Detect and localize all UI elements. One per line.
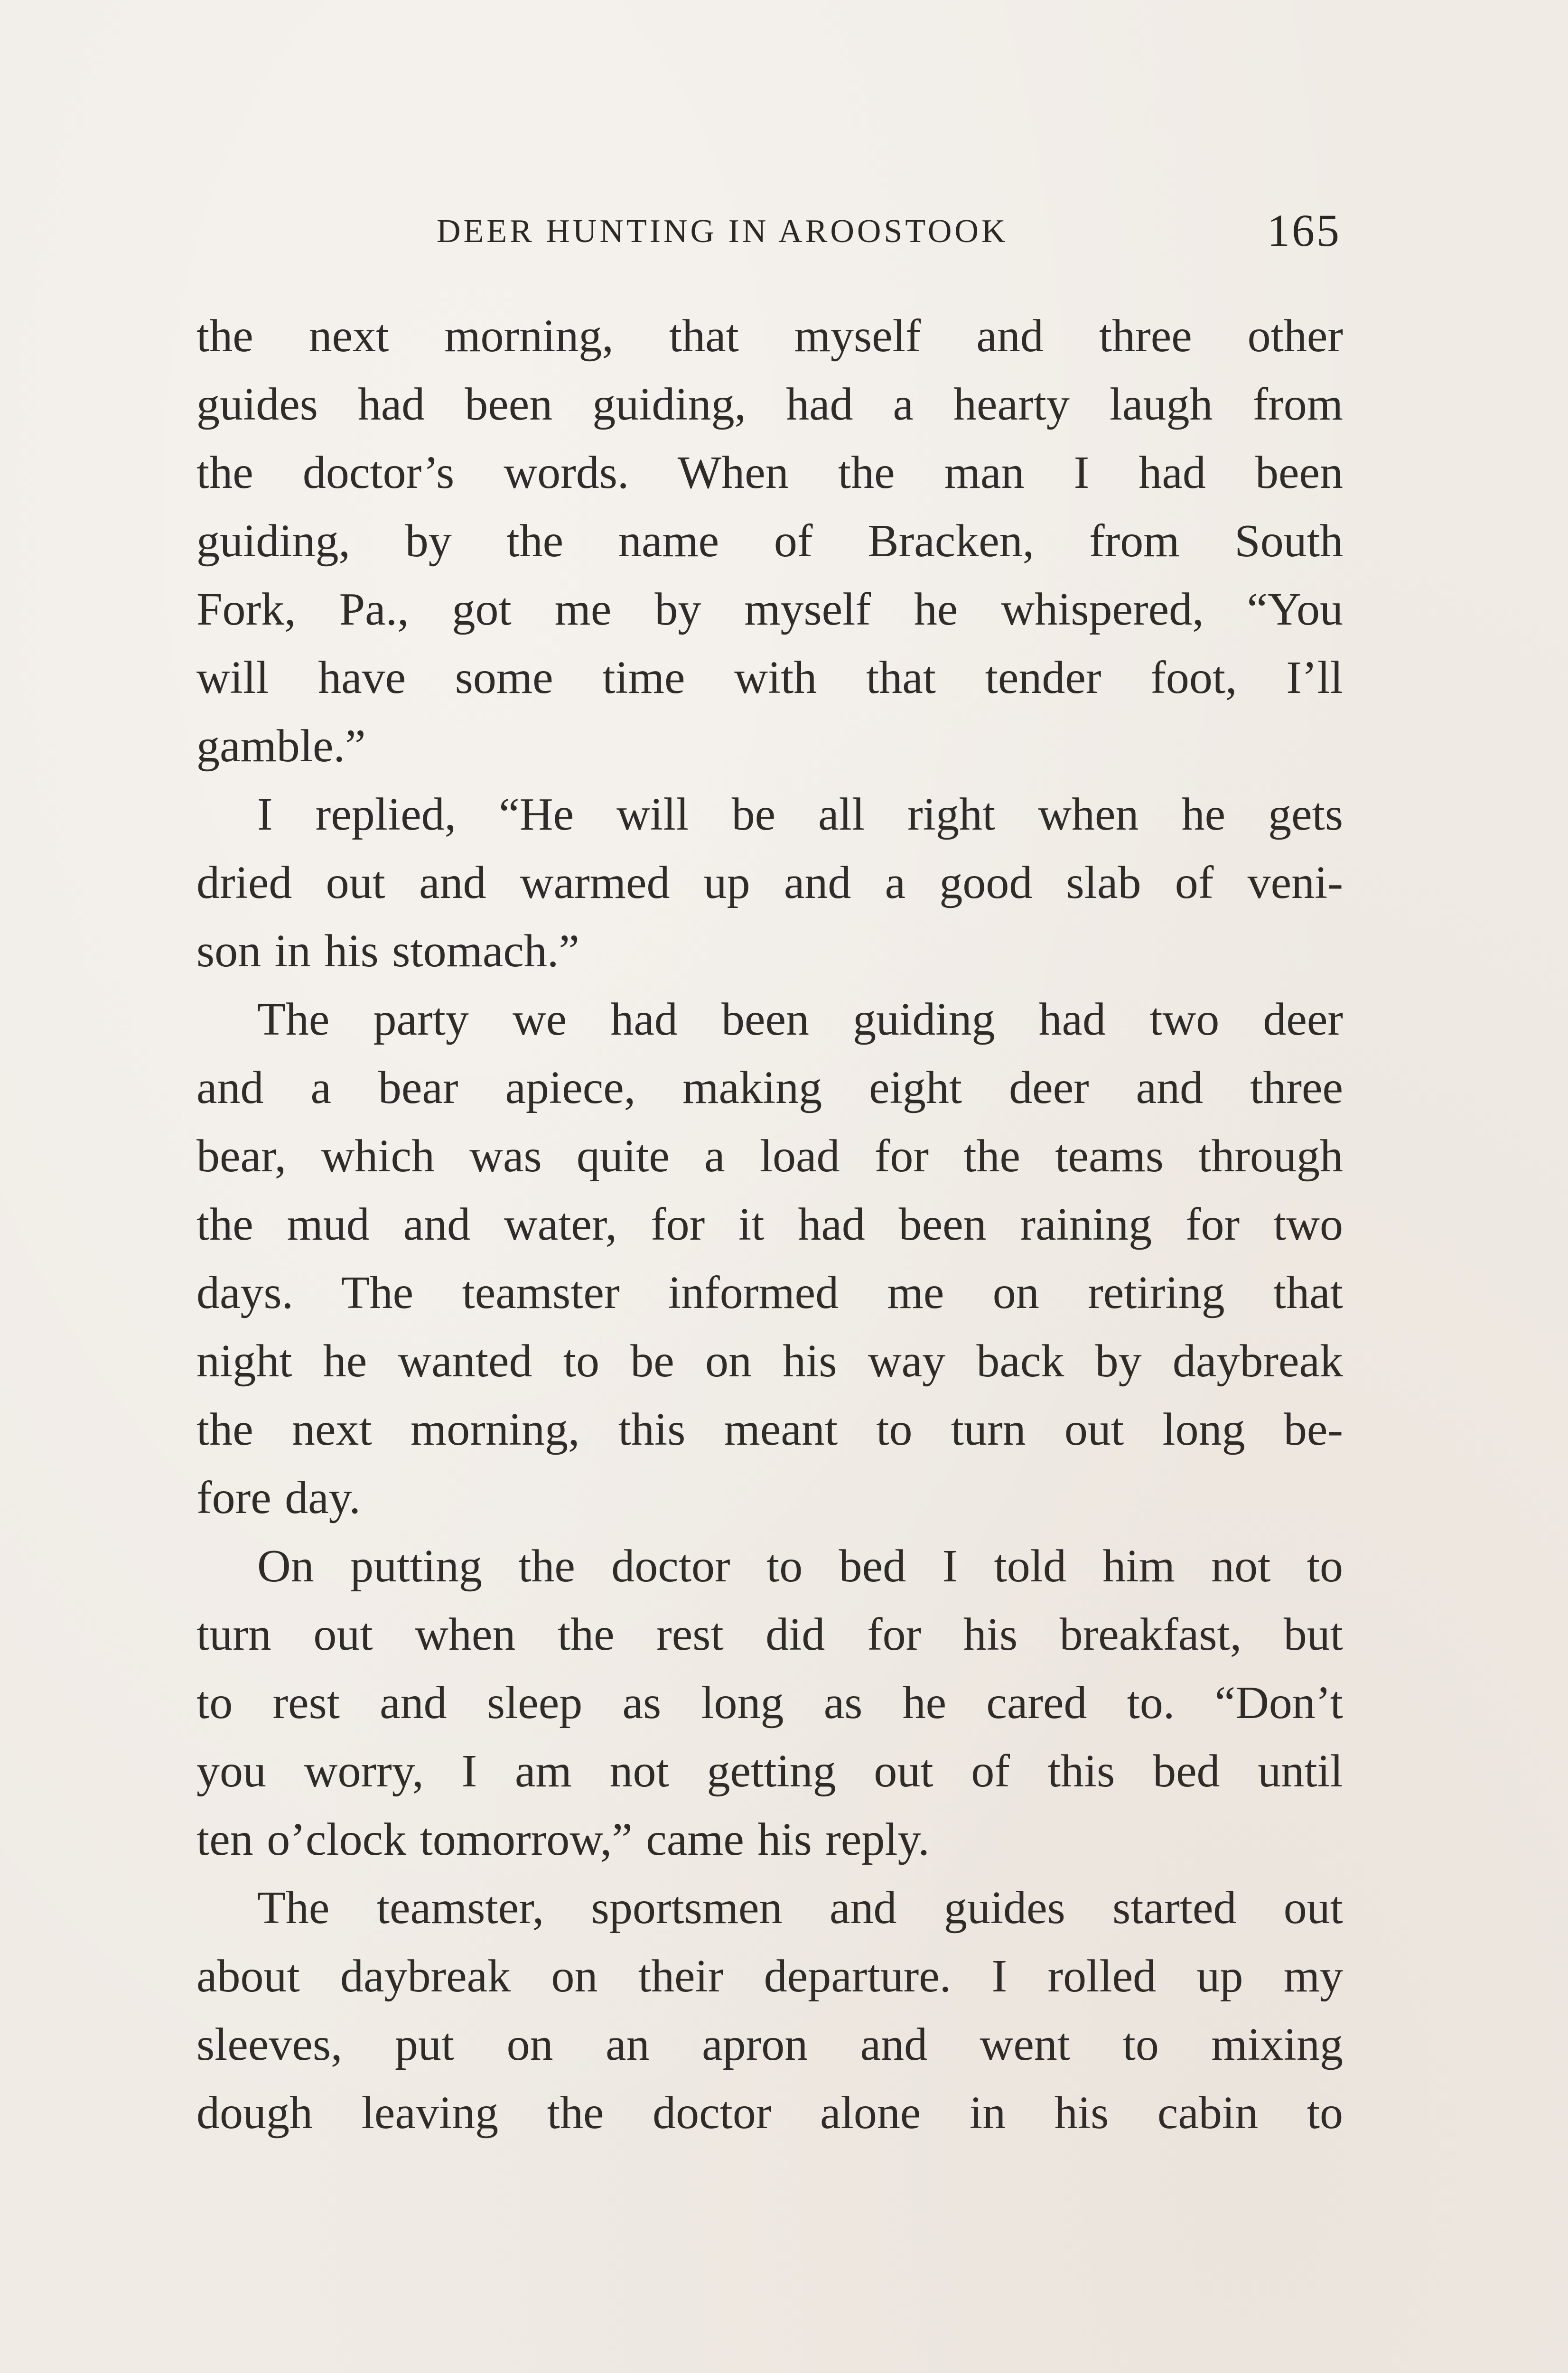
text-line: night he wanted to be on his way back by daybreak xyxy=(196,1336,1343,1387)
text-line: the next morning, that myself and three other xyxy=(196,310,1343,362)
text-line: The party we had been guiding had two deer xyxy=(257,994,1343,1045)
text-line: to rest and sleep as long as he cared to. “Don’t xyxy=(196,1677,1343,1728)
text-line: dough leaving the doctor alone in his cabin to xyxy=(196,2087,1343,2139)
text-line: guiding, by the name of Bracken, from South xyxy=(196,515,1343,567)
text-line: guides had been guiding, had a hearty laugh from xyxy=(196,379,1343,430)
text-line: Fork, Pa., got me by myself he whispered, “You xyxy=(196,584,1343,635)
text-line: ten o’clock tomorrow,” came his reply. xyxy=(196,1814,930,1865)
text-line: sleeves, put on an apron and went to mixing xyxy=(196,2019,1343,2070)
text-line: son in his stomach.” xyxy=(196,925,579,977)
text-line: will have some time with that tender foot, I’ll xyxy=(196,652,1343,703)
text-line: the doctor’s words. When the man I had been xyxy=(196,447,1343,498)
text-line: the next morning, this meant to turn out long be- xyxy=(196,1404,1343,1455)
running-title: DEER HUNTING IN AROOSTOOK xyxy=(437,213,1008,250)
text-line: about daybreak on their departure. I rolled up my xyxy=(196,1951,1343,2002)
page-number: 165 xyxy=(1267,205,1341,256)
text-line: days. The teamster informed me on retiring that xyxy=(196,1267,1343,1318)
text-line: fore day. xyxy=(196,1472,361,1523)
text-line: and a bear apiece, making eight deer and three xyxy=(196,1062,1343,1113)
text-line: gamble.” xyxy=(196,720,366,772)
text-line: dried out and warmed up and a good slab of veni- xyxy=(196,857,1343,908)
text-line: the mud and water, for it had been raining for two xyxy=(196,1199,1343,1250)
text-line: turn out when the rest did for his breakfast, but xyxy=(196,1609,1343,1660)
text-line: I replied, “He will be all right when he gets xyxy=(257,789,1343,840)
text-line: On putting the doctor to bed I told him not to xyxy=(257,1541,1343,1592)
text-line: bear, which was quite a load for the teams through xyxy=(196,1130,1343,1182)
body-text xyxy=(196,302,1343,2147)
text-line: you worry, I am not getting out of this bed until xyxy=(196,1746,1343,1797)
text-line: The teamster, sportsmen and guides started out xyxy=(257,1882,1343,1934)
